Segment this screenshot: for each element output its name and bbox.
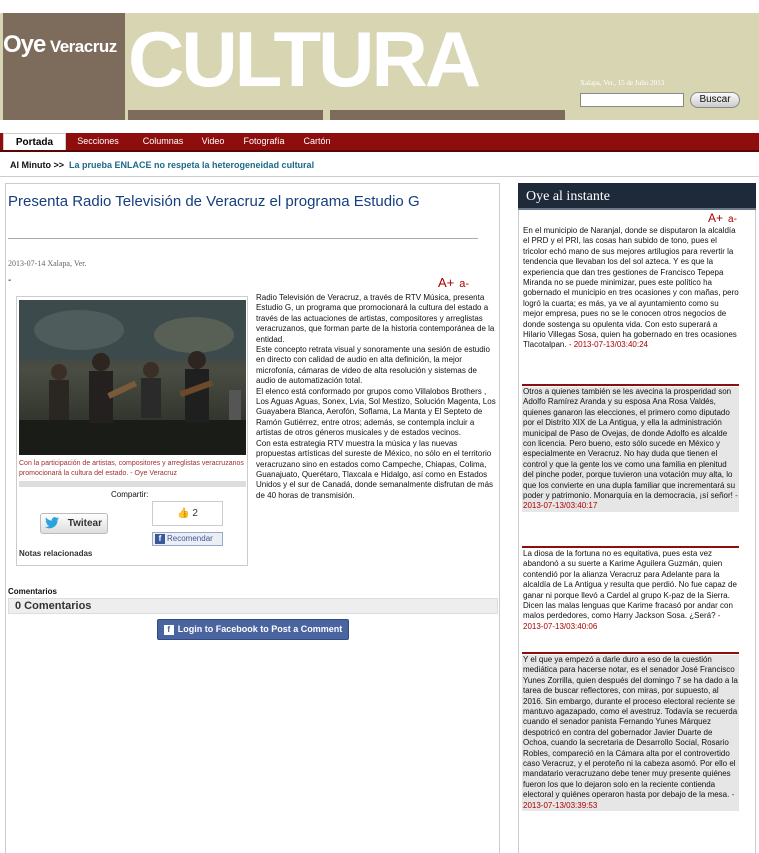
- sidebar-separator: [522, 652, 739, 654]
- comments-heading: Comentarios: [8, 587, 57, 596]
- search-button[interactable]: Buscar: [690, 92, 740, 108]
- article-dateline: 2013-07-14 Xalapa, Ver.: [8, 259, 87, 268]
- nav-fotografia[interactable]: Fotografía: [243, 136, 285, 146]
- sidebar-font-decrease[interactable]: a-: [728, 214, 737, 225]
- article-photo[interactable]: [19, 300, 246, 455]
- comments-count: 0 Comentarios: [8, 598, 498, 614]
- logo-sub: Veracruz: [49, 37, 117, 56]
- sidebar-title: Oye al instante: [518, 183, 756, 210]
- title-rule: [8, 238, 478, 239]
- sidebar-font-increase[interactable]: A+: [708, 211, 724, 225]
- sidebar-item[interactable]: [522, 387, 739, 512]
- sidebar-item[interactable]: [522, 226, 739, 351]
- nav-divider: [0, 150, 759, 152]
- site-logo[interactable]: [3, 33, 125, 57]
- band-photo-illustration: [19, 300, 246, 455]
- nav-video[interactable]: Video: [201, 136, 225, 146]
- facebook-recommend-button[interactable]: [152, 532, 223, 546]
- sidebar-item[interactable]: [522, 655, 739, 811]
- header-bar-right: [330, 110, 565, 120]
- tweet-button[interactable]: Twitear: [40, 513, 108, 534]
- facebook-icon: f: [155, 534, 165, 544]
- font-increase-button[interactable]: A+: [438, 275, 455, 290]
- facebook-login-button[interactable]: [157, 619, 349, 640]
- section-title: CULTURA: [128, 15, 479, 103]
- header-bar-left: [128, 110, 323, 120]
- sidebar-separator: [522, 384, 739, 386]
- sidebar-item-text: Y el que ya empezó a darle duro a eso de la cuestión mediática para hacerse notar, es el senador José Francisco Yunes Zorrilla, quien después del domingo 7 se ha dado a la tarea de buscar reflectores, con miras, por supuesto, al 2016. Sin embargo, durante el proceso electoral reciente se mantuvo agazapado, como el avestruz. Todavía se recuerda cuando el senador panista Fernando Yunes Márquez despotricó en contra del gobernador Javier Duarte de Ochoa, cuando la secretaria de Desarrollo Social, Rosario Robles, compareció en la Cámara alta por el controvertido caso Veracruz, y el peroteño ni la cabeza asomó. Por ello el mandatario veracruzano debe tener muy presente quiénes fueron los que lo dejaron solo en la reciente contienda electoral y quiénes operaron hasta por debajo de la mesa.: [523, 655, 738, 800]
- sidebar-item-timestamp: - 2013-07-13/03:40:17: [523, 491, 738, 511]
- share-label: Compartir:: [111, 490, 149, 499]
- ticker-label: Al Minuto >>: [10, 160, 64, 170]
- font-size-controls: [438, 275, 469, 290]
- nav-secciones[interactable]: Secciones: [77, 136, 119, 146]
- article-paragraph: El elenco está conformado por grupos como Villalobos Brothers , Los Aguas Aguas, Sonex, Lvia, Sol Mestizo, Solución Magenta, Los Guayabera Blanca, Aerofón, Soflama, La Manta y El Septeto de Ramón Gutiérrez, entre otros; además, se contempla incluir a artistas de otros géneros musicales y de estados vecinos.: [256, 386, 496, 438]
- twitter-bird-icon: [45, 517, 59, 529]
- article-paragraph: Radio Televisión de Veracruz, a través de RTV Música, presenta Estudio G, un programa que promocionará la cultura del estado a través de las actuaciones de artistas, compositores y arreglistas veracruzanos, que forman parte de la historia contemporánea de la entidad.: [256, 293, 495, 344]
- divider: [0, 176, 759, 177]
- recommend-label: Recomendar: [167, 534, 213, 543]
- font-decrease-button[interactable]: a-: [459, 278, 470, 290]
- sidebar-item[interactable]: [522, 549, 739, 632]
- ticker-headline[interactable]: La prueba ENLACE no respeta la heterogeneidad cultural: [69, 160, 315, 170]
- sidebar-item-text: Otros a quienes también se les avecina la prosperidad son Adolfo Ramírez Aranda y su esposa Ana Rosa Valdés, quienes ganaron las elecciones, el primero como diputado por el Distrito XIX de La Antigua, y ella la administración municipal de Paso de Ovejas, de donde Adolfo es alcalde con licencia. Pero bueno, esto sólo sucede en México y especialmente en Veracruz. No hay duda que tienen el control y que la gente los ve como una familia en plenitud del pinche poder, porque tuvieron una votación muy alta, lo que los convierte en una dupla familiar que incrementará su poder y patrimonio. Monarquía en la democracia, ¡sí señor!: [523, 387, 736, 501]
- sidebar-font-controls: [708, 211, 737, 225]
- sidebar-item-timestamp: - 2013-07-13/03:40:24: [566, 340, 648, 350]
- sidebar-item-timestamp: - 2013-07-13/03:40:06: [523, 611, 721, 631]
- nav-portada[interactable]: Portada: [3, 133, 66, 150]
- sidebar-item-text: La diosa de la fortuna no es equitativa, pues esta vez abandonó a su suerte a Karime Aguilera Guzmán, quien contendió por la alianza Veracruz para Adelante para la alcaldía de La Antigua y resulta que perdió. No fue capaz de ganar ni porque llevó a Cardel al grupo K-paz de la Sierra. Dicen las malas lenguas que Karime fracasó por andar con malos perdedores, como Harry Jackson Sosa. ¿Será?: [523, 549, 737, 621]
- main-nav: [0, 133, 759, 150]
- article-title: Presenta Radio Televisión de Veracruz el programa Estudio G: [8, 193, 420, 210]
- article-paragraph: Este concepto retrata visual y sonoramente una sesión de estudio en directo con calidad de audio en alta definición, la mejor microfonía, cámaras de video de alta resolución y sistemas de audio de automatización total.: [256, 345, 490, 386]
- like-count-box[interactable]: [152, 501, 223, 526]
- article-body: [256, 293, 497, 501]
- nav-columnas[interactable]: Columnas: [142, 136, 184, 146]
- search-input[interactable]: [580, 93, 684, 107]
- related-notes-label: Notas relacionadas: [19, 549, 93, 558]
- like-count: 2: [192, 508, 198, 519]
- header-date: Xalapa, Ver., 15 de Julio 2013: [580, 79, 665, 87]
- sidebar-item-text: En el municipio de Naranjal, donde se disputaron la alcaldía el PRD y el PRI, las cosas han subido de tono, pues el tricolor echó mano de sus mejores artilugios para revertir la tendencia que llevaban los del sol azteca. Y es que la experiencia que dan tres gestiones de Francisco Tepepa Miranda no se puede minimizar, pues este político ha gobernado el municipio en tres ocasiones y con mañas, pero logró la cuarta; es más, ya ve al ayuntamiento como su mejor empresa, pues no se le conocen otros negocios de donde sostenga su opulenta vida. Con esto superará a Hilario Villegas Sosa, quien ha gobernado en tres ocasiones Tlacotalpan.: [523, 226, 739, 350]
- nav-carton[interactable]: Cartón: [303, 136, 331, 146]
- ticker: [10, 160, 314, 170]
- logo-box[interactable]: [3, 13, 125, 120]
- article-dash: -: [8, 275, 12, 286]
- sidebar-item-timestamp: - 2013-07-13/03:39:53: [523, 790, 735, 810]
- sidebar-separator: [522, 546, 739, 548]
- thumbs-up-icon: 👍: [177, 508, 190, 519]
- article-paragraph: Con esta estrategia RTV muestra la música y las nuevas propuestas artísticas del sureste de México, no sólo en el territorio veracruzano sino en estados como Campeche, Chiapas, Colima, Guanajuato, Querétaro, Tlaxcala e Hidalgo, así como en Estados Unidos y el sur de Canadá, donde semanalmente disfrutan de más de 40 horas de transmisión.: [256, 438, 494, 500]
- login-label: Login to Facebook to Post a Comment: [177, 624, 343, 634]
- photo-caption: Con la participación de artistas, compositores y arreglistas veracruzanos promocionará la cultura del estado. - Oye Veracruz: [19, 460, 244, 477]
- logo-main: Oye: [3, 31, 46, 58]
- caption-bar: [19, 481, 246, 487]
- facebook-icon: f: [164, 625, 174, 635]
